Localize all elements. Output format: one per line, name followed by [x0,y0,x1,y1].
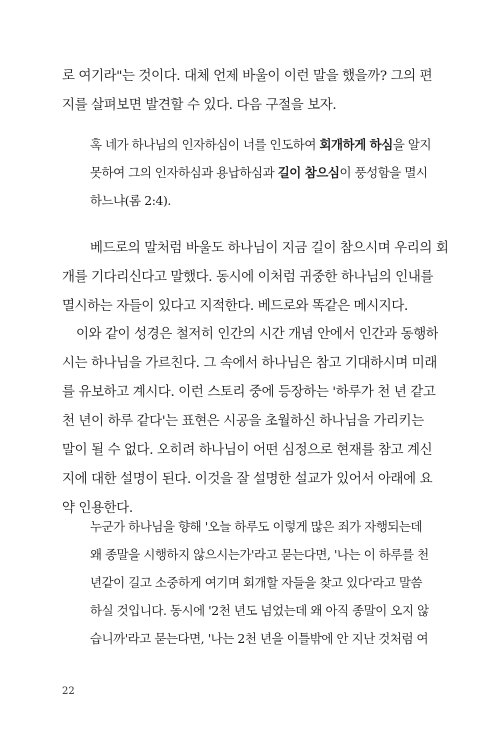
text-line: 말이 될 수 없다. 오히려 하나님이 어떤 심정으로 현재를 참고 계신 [62,443,433,458]
page-number: 22 [62,686,75,697]
quote-line: 못하여 그의 인자하심과 용납하심과 길이 참으심이 풍성함을 멸시 [90,165,428,180]
paragraph-scripture [62,320,438,523]
text-line: 지에 대한 설명이 된다. 이것을 잘 설명한 설교가 있어서 아래에 요 [62,472,433,487]
quote-line: 왜 종말을 시행하지 않으시는가'라고 묻는다면, '나는 이 하루를 천 [90,547,429,562]
quote-line: 하실 것입니다. 동시에 '2천 년도 넘었는데 왜 아직 종말이 오지 않 [90,603,429,618]
emphasis-text: 길이 참으심 [277,165,340,180]
text-line: 지를 살펴보면 발견할 수 있다. 다음 구절을 보자. [62,98,337,113]
text-line: 멸시하는 자들이 있다고 지적한다. 베드로와 똑같은 메시지다. [62,299,408,314]
quote-line: 습니까'라고 묻는다면, '나는 2천 년을 이틀밖에 안 지난 것처럼 여 [90,631,429,646]
text-line: 약 인용한다. [62,501,133,516]
quote-line: 년같이 길고 소중하게 여기며 회개할 자들을 찾고 있다'라고 말씀 [90,575,423,590]
text-line: 개를 기다리신다고 말했다. 동시에 이처럼 귀중한 하나님의 인내를 [62,270,434,285]
quote-line: 하느냐(롬 2:4). [90,193,171,208]
text-line: 베드로의 말처럼 바울도 하나님이 지금 길이 참으시며 우리의 회 [90,241,449,256]
paragraph-intro [62,62,432,120]
text-line: 천 년이 하루 같다'는 표현은 시공을 초월하신 하나님을 가리키는 [62,414,424,429]
text-line: 를 유보하고 계시다. 이런 스토리 중에 등장하는 '하루가 천 년 같고 [62,385,436,400]
block-quote-romans [90,131,431,215]
block-quote-sermon [90,513,429,653]
emphasis-text: 회개하게 하심 [319,137,393,152]
quote-line: 혹 네가 하나님의 인자하심이 너를 인도하여 회개하게 하심을 알지 [90,137,432,152]
paragraph-peter [62,234,448,321]
quote-line: 누군가 하나님을 향해 '오늘 하루도 이렇게 많은 죄가 자행되는데 [90,519,423,534]
text-line: 로 여기라"는 것이다. 대체 언제 바울이 이런 말을 했을까? 그의 편 [62,69,433,84]
text-line: 이와 같이 성경은 철저히 인간의 시간 개념 안에서 인간과 동행하 [76,327,439,342]
text-line: 시는 하나님을 가르친다. 그 속에서 하나님은 참고 기대하시며 미래 [62,356,437,371]
